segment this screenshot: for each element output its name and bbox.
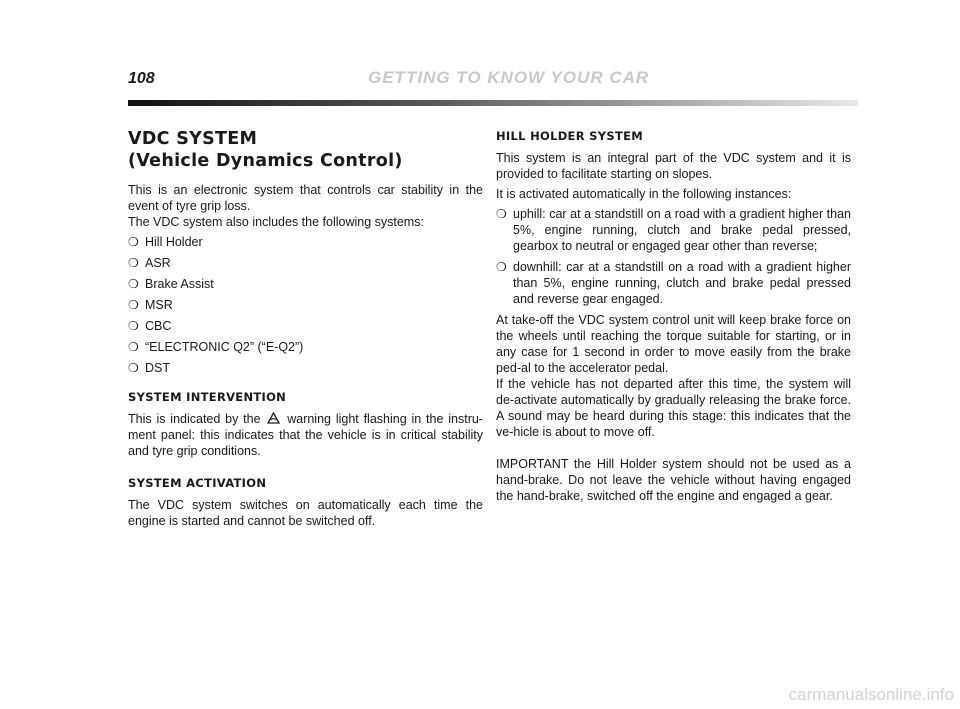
list-item: ❍ ASR	[128, 256, 171, 270]
list-item: ❍ uphill: car at a standstill on a road with a gradient higher than 5%, engine running, clutch and brake pedal pressed, gearbox to neutral or engaged gear other than reverse;	[496, 207, 851, 253]
intro-paragraph: This is an electronic system that controls car stability in the event of tyre grip loss.	[128, 183, 483, 213]
important-note: IMPORTANT the Hill Holder system should not be used as a hand-brake. Do not leave the vehicle without having engaged the hand-brake, switched off the engine and engaged a gear.	[496, 457, 851, 503]
vdc-warning-light-icon	[267, 412, 280, 424]
instances-list	[496, 206, 851, 307]
section-title-line1: VDC SYSTEM	[128, 129, 258, 149]
list-item: ❍ CBC	[128, 319, 172, 333]
intervention-paragraph: This is indicated by the warning light flashing in the instru-ment panel: this indicates that the vehicle is in critical stability and tyre grip conditions.	[128, 412, 483, 458]
right-column	[496, 128, 851, 508]
takeoff-paragraph: At take-off the VDC system control unit will keep brake force on the wheels until reaching the torque suitable for starting, or in any case for 1 second in order to move easily from the brake ped-al to the accelerator pedal.	[496, 313, 851, 375]
section-title	[128, 128, 483, 172]
deactivation-paragraph: If the vehicle has not departed after this time, the system will de-activate automatically by gradually releasing the brake force. A sound may be heard during this stage: this indicates that the ve-hicle is about to move off.	[496, 377, 851, 439]
bullet-icon: ❍	[496, 207, 507, 221]
intro-paragraph-2: The VDC system also includes the following systems:	[128, 215, 424, 229]
list-item: ❍ Hill Holder	[128, 235, 203, 249]
list-item: ❍ “ELECTRONIC Q2” (“E-Q2”)	[128, 340, 304, 354]
bullet-icon: ❍	[496, 260, 507, 274]
header-rule	[128, 100, 858, 106]
left-column	[128, 128, 483, 533]
page-number: 108	[128, 70, 155, 87]
systems-list	[128, 234, 483, 376]
list-item: ❍ MSR	[128, 298, 173, 312]
bullet-icon: ❍	[128, 277, 139, 291]
section-title-line2: (Vehicle Dynamics Control)	[128, 151, 403, 171]
hill-holder-activation-paragraph: It is activated automatically in the following instances:	[496, 187, 792, 201]
bullet-icon: ❍	[128, 298, 139, 312]
list-item: ❍ Brake Assist	[128, 277, 214, 291]
activation-heading: SYSTEM ACTIVATION	[128, 476, 267, 490]
bullet-icon: ❍	[128, 256, 139, 270]
running-title: GETTING TO KNOW YOUR CAR	[368, 68, 650, 87]
watermark: carmanualsonline.info	[788, 685, 954, 704]
bullet-icon: ❍	[128, 340, 139, 354]
bullet-icon: ❍	[128, 235, 139, 249]
bullet-icon: ❍	[128, 319, 139, 333]
activation-paragraph: The VDC system switches on automatically each time the engine is started and cannot be switched off.	[128, 498, 483, 528]
list-item: ❍ DST	[128, 361, 170, 375]
list-item: ❍ downhill: car at a standstill on a road with a gradient higher than 5%, engine running, clutch and brake pedal pressed and reverse gear engaged.	[496, 260, 851, 306]
hill-holder-heading: HILL HOLDER SYSTEM	[496, 129, 643, 143]
bullet-icon: ❍	[128, 361, 139, 375]
intervention-heading: SYSTEM INTERVENTION	[128, 390, 287, 404]
hill-holder-paragraph: This system is an integral part of the VDC system and it is provided to facilitate starting on slopes.	[496, 151, 851, 181]
